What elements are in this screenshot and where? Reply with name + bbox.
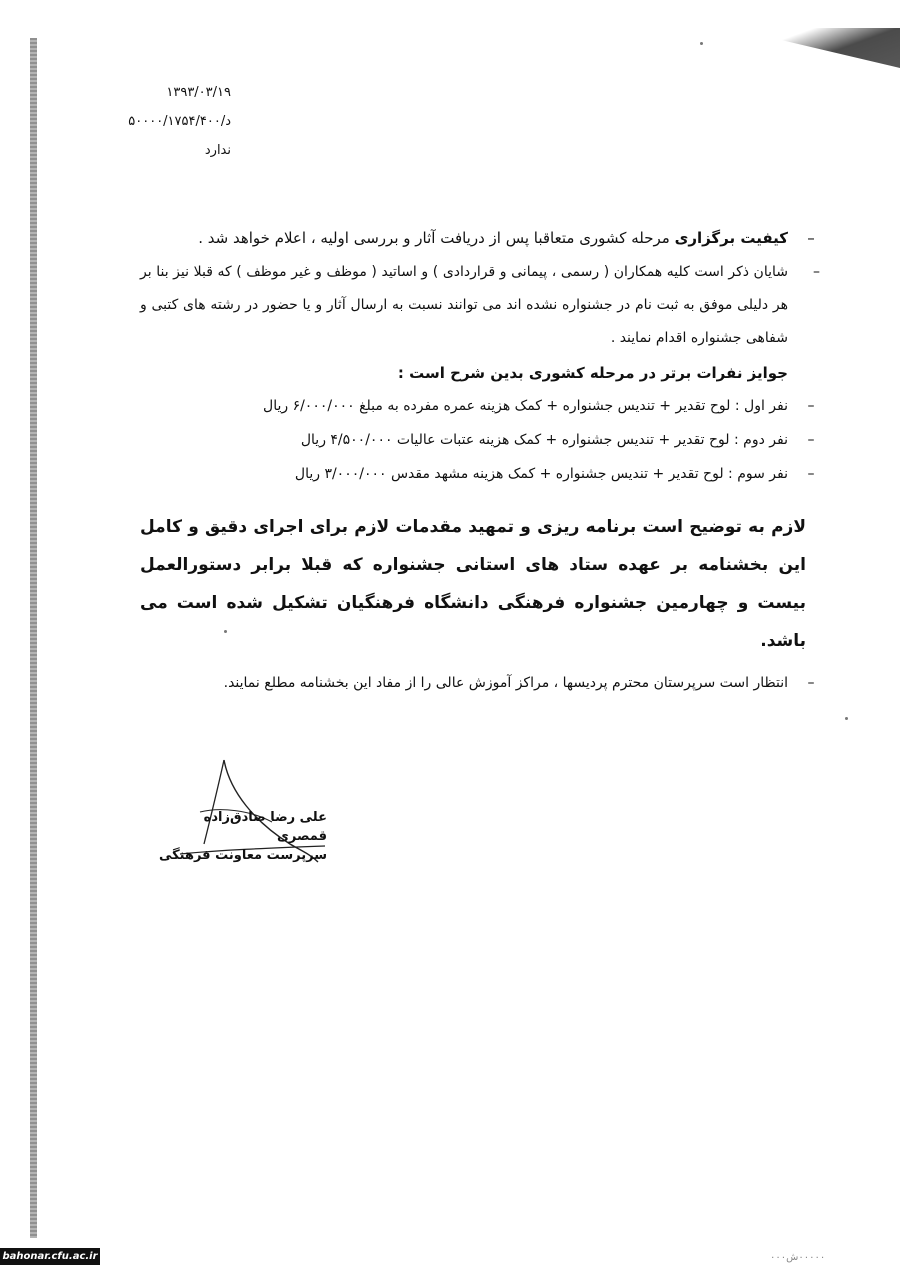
signature-block [160, 752, 335, 882]
signature-text [157, 808, 327, 865]
prizes-title: جوایز نفرات برتر در مرحله کشوری بدین شرح است : [397, 364, 788, 382]
bullet-dash: – [807, 432, 815, 448]
final-request-item [140, 668, 820, 698]
scan-speck [700, 42, 703, 45]
signatory-title: سرپرست معاونت فرهنگی [158, 848, 327, 863]
letter-date: ۱۳۹۳/۰۳/۱۹ [166, 85, 231, 100]
note-item [140, 256, 820, 355]
signatory-name: علی رضا صادق‌زاده قمصری [203, 810, 327, 844]
watermark: bahonar.cfu.ac.ir [0, 1248, 100, 1265]
quality-text: مرحله کشوری متعاقبا پس از دریافت آثار و بررسی اولیه ، اعلام خواهد شد . [198, 229, 675, 247]
scan-left-edge [30, 38, 37, 1238]
note-text: شایان ذکر است کلیه همکاران ( رسمی ، پیمانی و قراردادی ) و اساتید ( موظف و غیر موظف ) که قبلا نیز بنا بر هر دلیلی موفق به ثبت نام در جشنواره نشده اند می توانند نسبت به ارسال آثار و یا حضور در رشته های کتبی و شفاهی جشنواره اقدام نمایند . [140, 264, 788, 346]
scan-corner-shadow [730, 28, 900, 68]
scan-speck [845, 717, 848, 720]
letter-header [96, 78, 231, 165]
quality-label: کیفیت برگزاری [674, 229, 788, 247]
letter-body [140, 222, 820, 698]
final-request-text: انتظار است سرپرستان محترم پردیسها ، مراکز آموزش عالی را از مفاد این بخشنامه مطلع نمایند. [223, 675, 788, 691]
bullet-dash: – [807, 675, 815, 691]
prize-text: نفر دوم : لوح تقدیر + تندیس جشنواره + کمک هزینه عتبات عالیات ۴/۵۰۰/۰۰۰ ریال [300, 432, 788, 448]
letter-number: د/۵۰۰۰۰/۱۷۵۴/۴۰۰ [128, 114, 231, 129]
quality-item [140, 222, 820, 254]
bullet-dash: – [813, 264, 820, 280]
letter-attachment: ندارد [204, 143, 231, 158]
prize-text: نفر اول : لوح تقدیر + تندیس جشنواره + کمک هزینه عمره مفرده به مبلغ ۶/۰۰۰/۰۰۰ ریال [263, 398, 788, 414]
prize-item-second [140, 423, 820, 457]
prize-item-third [140, 457, 820, 491]
bullet-dash: – [807, 398, 815, 414]
prize-text: نفر سوم : لوح تقدیر + تندیس جشنواره + کمک هزینه مشهد مقدس ۳/۰۰۰/۰۰۰ ریال [294, 466, 788, 482]
bullet-dash: – [807, 466, 815, 482]
bullet-dash: – [807, 229, 815, 247]
footer-mark: ۰۰۰۰۰ش۰۰۰ [770, 1252, 826, 1263]
prize-item-first [140, 389, 820, 423]
notice-paragraph: لازم به توضیح است برنامه ریزی و تمهید مقدمات لازم برای اجرای دقیق و کامل این بخشنامه بر عهده ستاد های استانی جشنواره که قبلا برابر دستورالعمل بیست و چهارمین جشنواره فرهنگی دانشگاه فرهنگیان تشکیل شده است می باشد. [140, 517, 806, 651]
